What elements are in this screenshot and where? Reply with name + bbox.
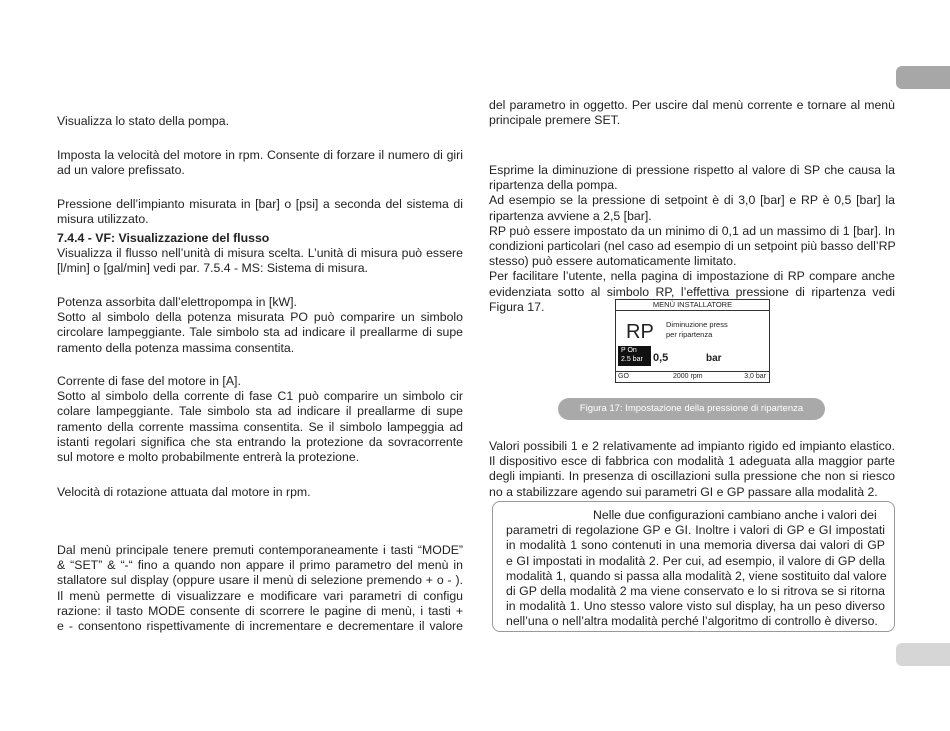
pressure-text [57, 197, 463, 227]
text-line: di GP della modalità 2 ma viene conservato e lo si ritrova se si ritorna [506, 584, 885, 599]
lcd-value: 0,5 [653, 352, 669, 364]
text-line: ripartenza della pompa. [489, 178, 618, 193]
text-line: circolare lampeggiante. Tale simbolo sta ad indicare il preallarme di supe [57, 325, 463, 340]
menu-exit-text [489, 98, 895, 128]
flow-section [57, 231, 463, 277]
text-line: Sotto al simbolo della potenza misurata PO può comparire un simbolo [57, 310, 463, 325]
text-line: e GI impostati in modalità 2. Per cui, ad esempio, il valore di GP della [506, 553, 885, 568]
text-line: RP può essere impostato da un minimo di 0,1 ad un massimo di 1 [bar]. In [489, 223, 895, 238]
rotation-speed-text [57, 485, 463, 500]
lcd-pon-badge [618, 346, 651, 366]
text-line: nell’una o nell’altra modalità perché l’algoritmo di controllo è diverso. [506, 614, 878, 629]
lcd-footer-mid: 2000 rpm [673, 373, 703, 380]
text-line: [l/min] o [gal/min] vedi par. 7.5.4 - MS: Sistema di misura. [57, 261, 368, 276]
lcd-title: MENÙ INSTALLATORE [616, 300, 769, 311]
text-line: Imposta la velocità del motore in rpm. Consente di forzare il numero di giri [57, 148, 463, 162]
text-line: in modalità 1 sono contenuti in una memoria diversa dai valori di GP [506, 538, 885, 553]
text-line: colare lampeggiante. Tale simbolo sta ad indicare il preallarme di supe [57, 404, 463, 419]
text-line: degli impianti. In presenza di oscillazioni sulla pressione che non si riesco [489, 469, 895, 484]
text-line: ramento della corrente massima consentita. Se il simbolo lampeggia ad [57, 419, 463, 434]
text-line: Visualizza il flusso nell’unità di misura scelta. L’unità di misura può essere [57, 246, 463, 261]
lcd-unit: bar [706, 353, 722, 364]
lcd-desc-line: per ripartenza [666, 330, 713, 339]
text-line: ramento della potenza massima consentita. [57, 340, 295, 355]
text-line: Esprime la diminuzione di pressione rispetto al valore di SP che causa la [489, 163, 895, 177]
text-line: Velocità di rotazione attuata dal motore in rpm. [57, 485, 311, 499]
lcd-footer-right: 3,0 bar [744, 373, 766, 380]
text-line: stesso) può essere automaticamente limitato. [489, 254, 737, 269]
text-line: Il menù permette di visualizzare e modificare vari parametri di configu [57, 588, 463, 603]
text-line: Corrente di fase del motore in [A]. [57, 374, 241, 388]
text-line: in modalità 1. Uno stesso valore visto sul display, ha un peso diverso [506, 599, 885, 614]
text-line: Per facilitare l’utente, nella pagina di impostazione di RP compare anche [489, 269, 895, 284]
pump-status-text [57, 114, 463, 129]
text-line: Valori possibili 1 e 2 relativamente ad impianto rigido ed impianto elastico. [489, 439, 895, 453]
lcd-parameter-code: RP [626, 321, 654, 343]
text-line: istanti regolari significa che sta entrando la protezione da sovracorrente [57, 434, 463, 449]
text-line: no a stabilizzare agendo sui parametri GI e GP passare alla modalità 2. [489, 484, 878, 499]
text-line: evidenziata sotto al simbolo RP, l’effettiva pressione di ripartenza vedi [489, 284, 895, 299]
note-box [492, 501, 895, 632]
text-line: Figura 17. [489, 299, 545, 314]
mode-text [489, 439, 895, 500]
text-line: ad un valore prefissato. [57, 163, 185, 178]
lcd-description [666, 320, 728, 340]
text-line: sul motore e molto probabilmente entrerà la protezione. [57, 450, 360, 465]
text-line: Dal menù principale tenere premuti contemporaneamente i tasti “MODE” [57, 543, 463, 557]
lcd-desc-line: Diminuzione press [666, 320, 728, 329]
text-line: Nelle due configurazioni cambiano anche i valori dei [593, 508, 877, 522]
chapter-tab [896, 66, 950, 89]
text-line: condizioni particolari (nel caso ad esempio di un setpoint più basso dell’RP [489, 239, 896, 254]
power-text [57, 295, 463, 356]
motor-speed-text [57, 148, 463, 178]
page-tab [896, 643, 950, 666]
figure-caption: Figura 17: Impostazione della pressione di ripartenza [558, 398, 825, 420]
text-line: & “SET” & “-“ fino a quando non appare il primo parametro del menù in [57, 558, 463, 573]
text-line: stallatore sul display (oppure usare il menù di selezione premendo + o - ). [57, 573, 463, 588]
text-line: Ad esempio se la pressione di setpoint è di 3,0 [bar] e RP è 0,5 [bar] la [489, 193, 895, 208]
text-line: Sotto al simbolo della corrente di fase C1 può comparire un simbolo cir [57, 389, 463, 404]
text-line: modalità 1, quando si passa alla modalità 2, viene sostituito dal valore [506, 568, 887, 583]
lcd-pon-value: 2.5 bar [621, 356, 643, 363]
text-line: parametri di regolazione GP e GI. Inoltre i valori di GP e GI impostati [506, 523, 885, 538]
lcd-footer [616, 371, 769, 382]
installer-menu-text [57, 543, 463, 634]
text-line: Pressione dell’impianto misurata in [bar] o [psi] a seconda del sistema di [57, 197, 463, 211]
text-line: del parametro in oggetto. Per uscire dal menù corrente e tornare al menù [489, 98, 895, 112]
text-line: razione: il tasto MODE consente di scorrere le pagine di menù, i tasti + [57, 603, 463, 618]
text-line: ripartenza avviene a 2,5 [bar]. [489, 208, 652, 223]
lcd-display-figure [615, 299, 770, 383]
note-text [506, 508, 885, 630]
restart-pressure-text [489, 163, 895, 315]
section-heading: 7.4.4 - VF: Visualizzazione del flusso [57, 231, 270, 245]
text-line: e - consentono rispettivamente di incrementare e decrementare il valore [57, 619, 463, 634]
text-line: Il dispositivo esce di fabbrica con modalità 1 adeguata alla maggior parte [489, 454, 895, 469]
current-text [57, 374, 463, 465]
text-line: misura utilizzato. [57, 212, 149, 227]
lcd-pon-label: P On [621, 347, 637, 354]
text-line: principale premere SET. [489, 113, 621, 128]
text-line: Potenza assorbita dall’elettropompa in [kW]. [57, 295, 297, 309]
lcd-footer-left: GO [618, 373, 629, 380]
text-line: Visualizza lo stato della pompa. [57, 114, 230, 128]
